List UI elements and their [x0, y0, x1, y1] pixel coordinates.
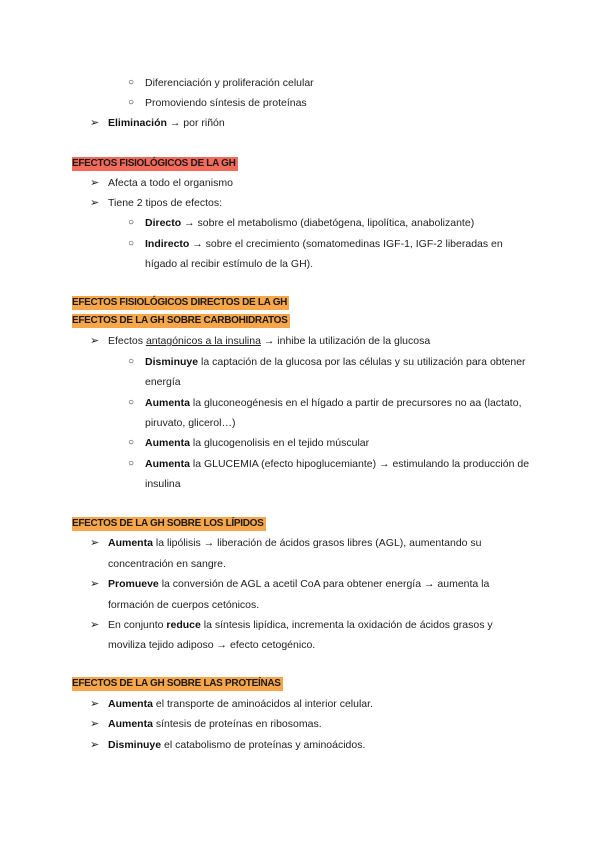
list-item: Indirecto → sobre el crecimiento (somatomedinas IGF-1, IGF-2 liberadas en [145, 238, 503, 250]
circle-bullet-icon: ○ [128, 238, 135, 249]
arrow-bullet-icon: ➢ [90, 335, 100, 347]
circle-bullet-icon: ○ [128, 458, 135, 469]
circle-bullet-icon: ○ [128, 97, 135, 108]
list-item-continuation: concentración en sangre. [108, 558, 226, 570]
circle-bullet-icon: ○ [128, 437, 135, 448]
arrow-bullet-icon: ➢ [90, 698, 100, 710]
list-item: Tiene 2 tipos de efectos: [108, 197, 223, 209]
list-item: En conjunto reduce la síntesis lipídica, incrementa la oxidación de ácidos grasos y [108, 619, 493, 631]
list-item-continuation: energía [145, 376, 181, 388]
arrow-bullet-icon: ➢ [90, 739, 100, 751]
circle-bullet-icon: ○ [128, 77, 135, 88]
list-item-continuation: hígado al recibir estímulo de la GH). [145, 258, 314, 270]
section-heading: EFECTOS FISIOLÓGICOS DE LA GH [72, 158, 236, 169]
list-item-continuation: piruvato, glicerol…) [145, 417, 236, 429]
list-item-continuation: formación de cuerpos cetónicos. [108, 599, 260, 611]
list-item: Efectos antagónicos a la insulina → inhibe la utilización de la glucosa [108, 335, 431, 347]
list-item: Disminuye el catabolismo de proteínas y aminoácidos. [108, 739, 366, 751]
list-item: Aumenta la GLUCEMIA (efecto hipoglucemiante) → estimulando la producción de [145, 458, 530, 470]
circle-bullet-icon: ○ [128, 397, 135, 408]
list-item: Aumenta síntesis de proteínas en ribosomas. [108, 718, 322, 730]
list-item: Aumenta la gluconeogénesis en el hígado a partir de precursores no aa (lactato, [145, 397, 522, 409]
list-item: Directo → sobre el metabolismo (diabetógena, lipolítica, anabolizante) [145, 217, 475, 229]
arrow-bullet-icon: ➢ [90, 197, 100, 209]
arrow-bullet-icon: ➢ [90, 578, 100, 590]
list-item: Aumenta el transporte de aminoácidos al interior celular. [108, 698, 373, 710]
arrow-bullet-icon: ➢ [90, 117, 100, 129]
section-heading: EFECTOS FISIOLÓGICOS DIRECTOS DE LA GH [72, 297, 288, 308]
list-item-continuation: moviliza tejido adiposo → efecto cetogénico. [108, 639, 316, 651]
arrow-bullet-icon: ➢ [90, 177, 100, 189]
list-item: Diferenciación y proliferación celular [145, 77, 314, 89]
arrow-bullet-icon: ➢ [90, 537, 100, 549]
arrow-bullet-icon: ➢ [90, 619, 100, 631]
circle-bullet-icon: ○ [128, 217, 135, 228]
list-item: Disminuye la captación de la glucosa por las células y su utilización para obtener [145, 356, 526, 368]
circle-bullet-icon: ○ [128, 356, 135, 367]
section-subheading: EFECTOS DE LA GH SOBRE CARBOHIDRATOS [72, 315, 288, 326]
section-heading: EFECTOS DE LA GH SOBRE LAS PROTEÍNAS [72, 678, 281, 689]
list-item: Promueve la conversión de AGL a acetil CoA para obtener energía → aumenta la [108, 578, 490, 590]
list-item: Aumenta la glucogenolisis en el tejido múscular [145, 437, 370, 449]
section-heading: EFECTOS DE LA GH SOBRE LOS LÍPIDOS [72, 518, 264, 529]
list-item: Promoviendo síntesis de proteínas [145, 97, 307, 109]
list-item: Aumenta la lipólisis → liberación de ácidos grasos libres (AGL), aumentando su [108, 537, 482, 549]
list-item: Eliminación → por riñón [108, 117, 225, 129]
arrow-bullet-icon: ➢ [90, 718, 100, 730]
list-item: Afecta a todo el organismo [108, 177, 233, 189]
list-item-continuation: insulina [145, 478, 181, 490]
